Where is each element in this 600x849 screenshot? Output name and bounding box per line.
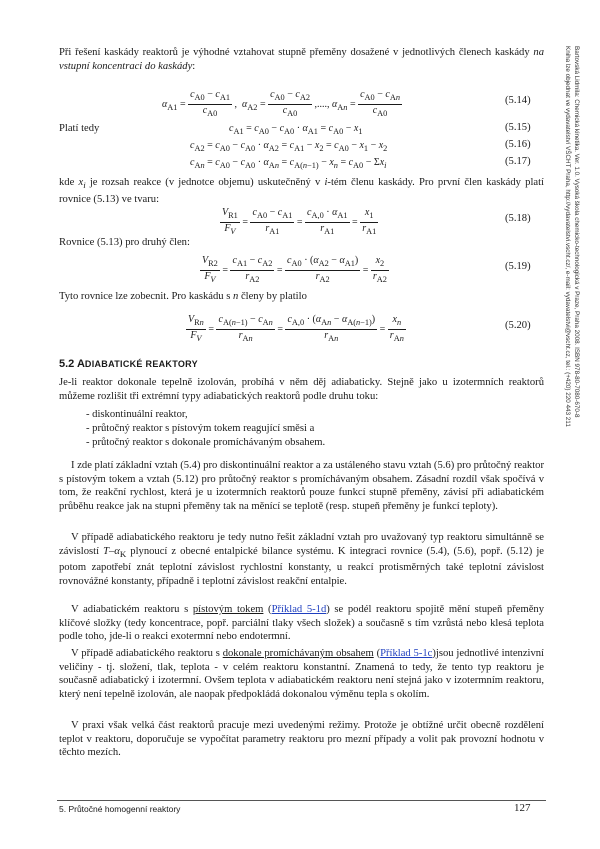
- list-item: - průtočný reaktor s dokonale promíchávaným obsahem.: [86, 437, 326, 448]
- kde-i2: i: [324, 177, 328, 188]
- p5-term: dokonale promíchávaným obsahem: [222, 648, 374, 659]
- example-5-1c-link[interactable]: Příklad 5-1c: [380, 648, 433, 659]
- p4-paren: (: [263, 604, 272, 615]
- equation-number-5-16: (5.16): [505, 139, 531, 150]
- equation-5-20: $\frac{V_{Rn}}{F_V}$ = $\frac{c_{A(n-1)} - c_{An}}{r_{An}}$ = $\frac{c_{A,0} \cdot (\alpha_{An} - \alpha_{A(n-1)})}{r_{An}}$ = $\frac{x_n}{r_{An}}$: [188, 314, 404, 343]
- adiabatic-paragraph-4: [59, 603, 544, 644]
- intro-text: Při řešení kaskády reaktorů je výhodné vztahovat stupně přeměny dosažené v jednotlivých členech kaskády: [59, 47, 534, 58]
- equation-number-5-14: (5.14): [505, 95, 531, 106]
- kde-rest2: -tém členu kaskády. Pro první člen kaskády platí rovnice (5.13) ve tvaru:: [59, 177, 544, 205]
- adiabatic-intro-paragraph: Je-li reaktor dokonale tepelně izolován, probíhá v něm děj adiabaticky. Stejně jako u izotermních reaktorů můžeme rozlišit tři extrémní typy adiabatických reaktorů podle druhu toku:: [59, 377, 544, 402]
- list-item: - diskontinuální reaktor,: [86, 409, 188, 420]
- kde-i: i: [83, 180, 86, 191]
- equation-5-15: $c_{A1} = c_{A0} - c_{A0} \cdot \alpha_{A1} = c_{A0} - x_1$: [229, 123, 363, 136]
- zobecnit-rest: členy by platilo: [238, 291, 307, 302]
- equation-5-18: $\frac{V_{R1}}{F_V}$ = $\frac{c_{A0} - c_{A1}}{r_{A1}}$ = $\frac{c_{A,0} \cdot \alpha_{A1}}{r_{A1}}$ = $\frac{x_1}{r_{A1}}$: [222, 207, 377, 236]
- kde-x: x: [78, 177, 84, 188]
- equation-number-5-18: (5.18): [505, 213, 531, 224]
- intro-italic: na vstupní koncentraci do kaskády: [59, 47, 544, 72]
- intro-paragraph: [59, 46, 544, 73]
- p4-text-a: V adiabatickém reaktoru s: [71, 604, 193, 615]
- zobecnit-n: n: [233, 291, 239, 302]
- equation-number-5-15: (5.15): [505, 122, 531, 133]
- intro-colon: :: [192, 60, 196, 72]
- zobecnit-text: Tyto rovnice lze zobecnit. Pro kaskádu s: [59, 291, 234, 302]
- equation-5-16: $c_{A2} = c_{A0} - c_{A0} \cdot \alpha_{A2} = c_{A1} - x_2 = c_{A0} - x_1 - x_2$: [190, 140, 388, 153]
- p3-text-c: plynoucí z obecné entalpické bilance systému. K integraci rovnice (5.4), (5.6), popř. (5.12) je potom zapotřebí znát teplotní závislost rychlostní konstanty, u reakcí protisměrných také teplotní závislost rovnovážné konstanty, případně i teplotní závislost reakční entalpie.: [59, 545, 544, 587]
- kde-rest: je rozsah reakce (v jednotce objemu) uskutečněný v: [85, 177, 325, 188]
- side-citation-line-1: Bartovská Lidmila: Chemická kinetika. Ver. 1.0. Vysoká škola chemicko-technologická v Praze, Praha 2008. ISBN 978-80-7080-670-8: [573, 46, 580, 418]
- equation-5-19: $\frac{V_{R2}}{F_V}$ = $\frac{c_{A1} - c_{A2}}{r_{A2}}$ = $\frac{c_{A0} \cdot (\alpha_{A2} - \alpha_{A1})}{r_{A2}}$ = $\frac{x_2}{r_{A2}}$: [202, 255, 387, 284]
- p3-sub: K: [119, 548, 127, 559]
- section-number: 5.2 A: [59, 358, 85, 370]
- equation-number-5-17: (5.17): [505, 156, 531, 167]
- equation-5-14: $\alpha_{A1}$ = $\frac{c_{A0} - c_{A1}}{c_{A0}}$ , $\alpha_{A2}$ = $\frac{c_{A0} - c_{A2}}{c_{A0}}$ ,...., $\alpha_{An}$ = $\frac{c_{A0} - c_{An}}{c_{A0}}$: [162, 89, 400, 118]
- p3-t-alpha: T–α: [103, 545, 120, 557]
- reactor-type-list: [86, 408, 325, 450]
- page-number: 127: [514, 802, 531, 814]
- zobecnit-paragraph: [59, 290, 307, 304]
- p5-paren: (: [373, 648, 381, 659]
- p4-text-c: ) se podél reaktoru spojitě mění stupeň přeměny klíčové složky (tedy koncentrace, popř. parciální tlaky všech složek) a současně s tím vzrůstá nebo klesá teplota podle toho, jde-li o reakci exotermní nebo endotermní.: [59, 604, 544, 643]
- section-title: DIABATICKÉ REAKTORY: [84, 359, 198, 369]
- side-citation-line-2: Kniha lze objednat ve vydavatelství VŠCHT Praha, http://vydavatelstvi.vscht.cz/, e-mail: vydavatelstvi@vscht.cz, tel.: (+420) 220 443 211: [564, 46, 571, 427]
- list-item: - průtočný reaktor s pístovým tokem reagující směsi a: [86, 423, 315, 434]
- adiabatic-paragraph-5: [59, 647, 544, 701]
- adiabatic-paragraph-3: [59, 531, 544, 588]
- footer-divider: [57, 800, 546, 801]
- rovnice-druhy-clen: Rovnice (5.13) pro druhý člen:: [59, 237, 190, 248]
- equation-number-5-20: (5.20): [505, 320, 531, 331]
- p5-text-c: )jsou jednotlivé intenzivní veličiny - tj. složení, tlak, teplota - v celém reaktoru konstantní. Znamená to tedy, že tento typ reaktoru je současně adiabatický i izotermní. Ovšem teplota v adiabatickém reaktoru není stejná jako v izotermním reaktoru, který není tepelně izolován, ale naopak předpokládá dokonalou výměnu tepla s okolím.: [59, 648, 544, 700]
- p5-text-a: V případě adiabatického reaktoru s: [71, 648, 223, 659]
- p3-text-a: V případě adiabatického reaktoru je tedy nutno řešit základní vztah pro uvažovaný typ reaktoru simultánně se závislostí: [59, 532, 544, 557]
- equation-number-5-19: (5.19): [505, 261, 531, 272]
- plati-tedy-label: Platí tedy: [59, 123, 100, 134]
- p4-term: pístovým tokem: [192, 604, 264, 615]
- section-heading: [59, 358, 198, 370]
- footer-chapter: 5. Průtočné homogenní reaktory: [59, 804, 181, 814]
- adiabatic-paragraph-2: I zde platí základní vztah (5.4) pro diskontinuální reaktor a za ustáleného stavu vztah (5.6) pro průtočný reaktor s pístovým tokem a vztah (5.12) pro průtočný reaktor s promíchávaným obsahem. Zásadní rozdíl však spočívá v tom, že reakční rychlost, která je u izotermních reaktorů pouze funkcí stupně přeměny, závisí při adiabatickém průběhu reakce jak na stupni přeměny tak na měnící se teplotě (resp. stupeň přeměny je funkcí teploty).: [59, 460, 544, 512]
- kde-paragraph: [59, 176, 544, 206]
- equation-5-17: $c_{An} = c_{A0} - c_{A0} \cdot \alpha_{An} = c_{A(n-1)} - x_n = c_{A0} - \Sigma x_i$: [190, 157, 387, 170]
- adiabatic-paragraph-6: V praxi však velká část reaktorů pracuje mezi uvedenými režimy. Protože je obtížné určit obecně rozdělení teplot v reaktoru, doporučuje se vypočítat parametry reaktoru pro mezní případy a volit pak provozní hodnotu v těchto mezích.: [59, 720, 544, 759]
- kde-text: kde: [59, 177, 79, 188]
- example-5-1d-link[interactable]: Příklad 5-1d: [271, 604, 327, 615]
